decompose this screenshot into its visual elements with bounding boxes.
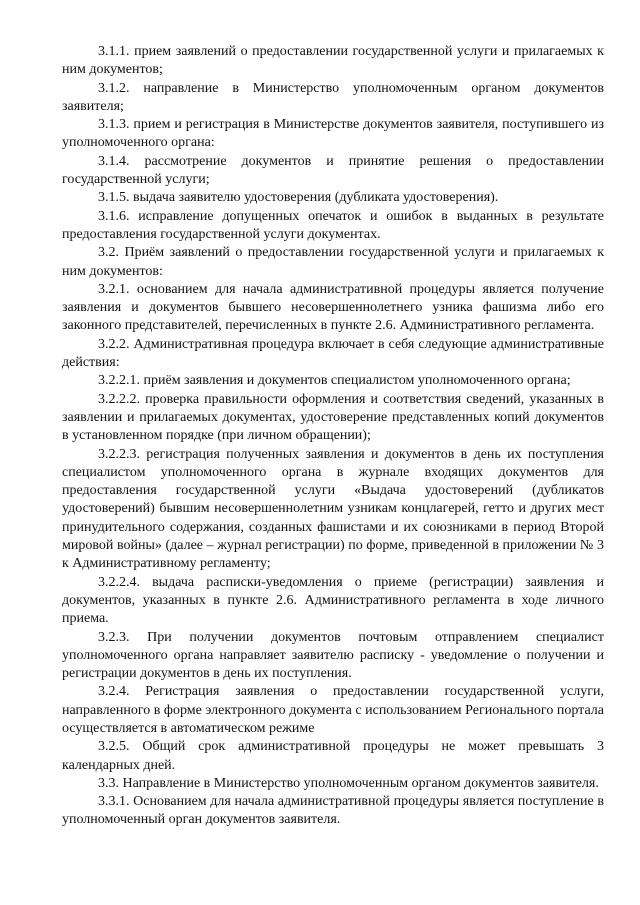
paragraph-3-2: 3.2. Приём заявлений о предоставлении государственной услуги и прилагаемых к ним документов: <box>62 245 604 279</box>
paragraph-3-2-2-2: 3.2.2.2. проверка правильности оформления и соответствия сведений, указанных в заявлении и прилагаемых документах, удостоверение представленных копий документов в установленном порядке (при личном обращении); <box>62 391 604 444</box>
paragraph-3-2-2-1: 3.2.2.1. приём заявления и документов специалистом уполномоченного органа; <box>98 373 571 389</box>
paragraph-3-1-2: 3.1.2. направление в Министерство уполномоченным органом документов заявителя; <box>62 80 604 114</box>
paragraph-3-2-1: 3.2.1. основанием для начала административной процедуры является получение заявления и документов бывшего несовершеннолетнего узника фашизма либо его законного представителей, перечисленных в пункте 2.6. Административного регламента. <box>62 281 604 334</box>
paragraph-3-2-4: 3.2.4. Регистрация заявления о предоставлении государственной услуги, направленного в форме электронного документа с использованием Регионального портала осуществляется в автоматическом режиме <box>62 684 604 736</box>
paragraph-3-2-2-3: 3.2.2.3. регистрация полученных заявления и документов в день их поступления специалистом уполномоченного органа в журнале входящих документов для предоставления государственной услуги «Выдача удостоверений (дубликатов удостоверений) бывшим несовершеннолетним узникам концлагерей, гетто и других мест принудительного содержания, созданных фашистами и их союзниками в период Второй мировой войны» (далее – журнал регистрации) по форме, приведенной в приложении № 3 к Административному регламенту; <box>62 446 604 572</box>
paragraph-3-1-5: 3.1.5. выдача заявителю удостоверения (дубликата удостоверения). <box>98 190 499 206</box>
paragraph-3-3-1: 3.3.1. Основанием для начала административной процедуры является поступление в уполномоченный орган документов заявителя. <box>62 794 604 828</box>
paragraph-3-1-1: 3.1.1. прием заявлений о предоставлении государственной услуги и прилагаемых к ним документов; <box>62 44 604 78</box>
paragraph-3-2-2: 3.2.2. Административная процедура включает в себя следующие административные действия: <box>62 336 604 371</box>
paragraph-3-3: 3.3. Направление в Министерство уполномоченным органом документов заявителя. <box>98 775 599 791</box>
paragraph-3-1-6: 3.1.6. исправление допущенных опечаток и ошибок в выданных в результате предоставления государственной услуги документах. <box>62 208 604 242</box>
paragraph-3-2-2-4: 3.2.2.4. выдача расписки-уведомления о приеме (регистрации) заявления и документов, указанных в пункте 2.6. Административного регламента в ходе личного приема. <box>62 574 604 627</box>
paragraph-3-1-4: 3.1.4. рассмотрение документов и принятие решения о предоставлении государственной услуги; <box>62 153 604 188</box>
paragraph-3-2-3: 3.2.3. При получении документов почтовым отправлением специалист уполномоченного органа направляет заявителю расписку - уведомление о получении и регистрации документов в день их поступления. <box>62 629 604 682</box>
paragraph-3-1-3: 3.1.3. прием и регистрация в Министерстве документов заявителя, поступившего из уполномоченного органа: <box>62 117 604 151</box>
paragraph-3-2-5: 3.2.5. Общий срок административной процедуры не может превышать 3 календарных дней. <box>62 739 604 773</box>
